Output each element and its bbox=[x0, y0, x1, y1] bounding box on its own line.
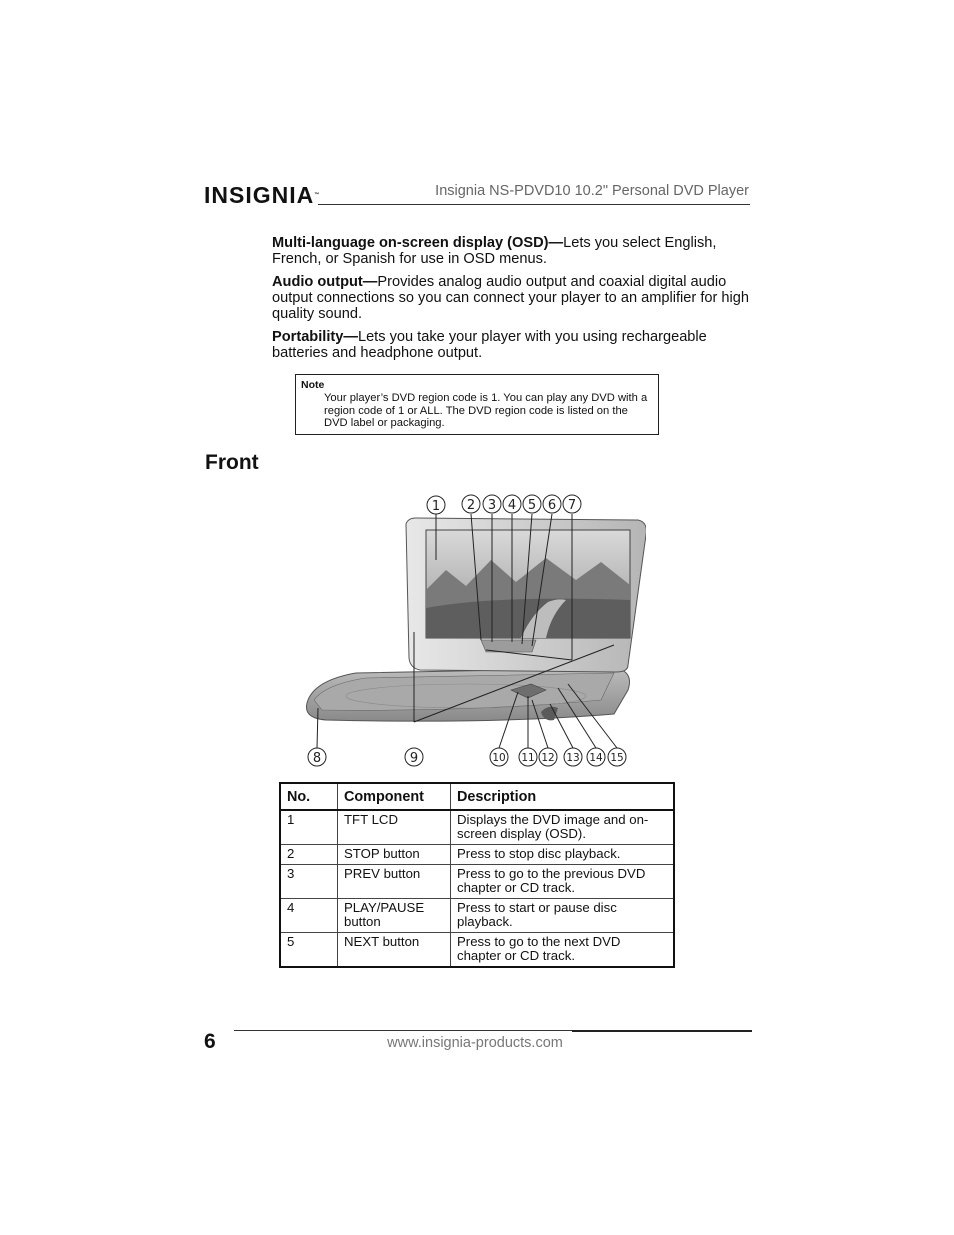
svg-text:4: 4 bbox=[507, 498, 517, 513]
cell-no: 4 bbox=[280, 899, 338, 933]
cell-component: NEXT button bbox=[338, 933, 451, 968]
brand-trademark: ™ bbox=[314, 192, 321, 198]
page-number: 6 bbox=[204, 1030, 216, 1053]
svg-text:3: 3 bbox=[487, 498, 497, 513]
header-no: No. bbox=[280, 783, 338, 810]
callout-6 bbox=[543, 495, 561, 513]
callout-2 bbox=[462, 495, 480, 513]
cell-component: PLAY/PAUSE button bbox=[338, 899, 451, 933]
feature-text: Lets you select English, French, or Spanish for use in OSD menus. bbox=[272, 235, 717, 267]
cell-description: Press to go to the next DVD chapter or CD track. bbox=[451, 933, 675, 968]
svg-text:9: 9 bbox=[409, 751, 419, 766]
cell-description: Press to go to the previous DVD chapter or CD track. bbox=[451, 865, 675, 899]
callout-1 bbox=[427, 496, 445, 514]
svg-text:8: 8 bbox=[312, 751, 322, 766]
footer-url: www.insignia-products.com bbox=[387, 1035, 563, 1051]
svg-text:15: 15 bbox=[610, 752, 624, 764]
header-description: Description bbox=[451, 783, 675, 810]
cell-description: Displays the DVD image and on-screen display (OSD). bbox=[451, 810, 675, 845]
svg-text:14: 14 bbox=[589, 752, 603, 764]
note-label: Note bbox=[301, 379, 325, 391]
cell-component: STOP button bbox=[338, 845, 451, 865]
header-component: Component bbox=[338, 783, 451, 810]
callout-8 bbox=[308, 748, 326, 766]
callout-14 bbox=[587, 748, 605, 766]
feature-paragraph bbox=[272, 235, 752, 267]
svg-text:6: 6 bbox=[547, 498, 557, 513]
table-row bbox=[280, 810, 674, 845]
note-box bbox=[295, 374, 659, 435]
components-table bbox=[279, 782, 675, 968]
note-text: Your player’s DVD region code is 1. You can play any DVD with a region code of 1 or ALL. The DVD region code is listed on the DVD label or packaging. bbox=[324, 392, 648, 429]
table-row bbox=[280, 865, 674, 899]
svg-text:13: 13 bbox=[566, 752, 580, 764]
callout-4 bbox=[503, 495, 521, 513]
feature-text: Lets you take your player with you using rechargeable batteries and headphone output. bbox=[272, 329, 707, 361]
callout-5 bbox=[523, 495, 541, 513]
svg-text:2: 2 bbox=[466, 498, 476, 513]
svg-text:1: 1 bbox=[431, 499, 441, 514]
svg-text:10: 10 bbox=[492, 752, 506, 764]
svg-text:5: 5 bbox=[527, 498, 537, 513]
cell-description: Press to stop disc playback. bbox=[451, 845, 675, 865]
callout-9 bbox=[405, 748, 423, 766]
cell-component: PREV button bbox=[338, 865, 451, 899]
footer-rule-accent bbox=[572, 1030, 752, 1032]
feature-text: Provides analog audio output and coaxial digital audio output connections so you can connect your player to an amplifier for high quality sound. bbox=[272, 274, 750, 322]
callout-7 bbox=[563, 495, 581, 513]
header-rule bbox=[318, 204, 750, 205]
header-title: Insignia NS-PDVD10 10.2" Personal DVD Player bbox=[435, 183, 749, 199]
callout-3 bbox=[483, 495, 501, 513]
feature-term: Multi-language on-screen display (OSD)— bbox=[272, 235, 564, 251]
table-row bbox=[280, 899, 674, 933]
cell-no: 2 bbox=[280, 845, 338, 865]
cell-no: 1 bbox=[280, 810, 338, 845]
section-heading: Front bbox=[205, 451, 259, 474]
cell-component: TFT LCD bbox=[338, 810, 451, 845]
callout-13 bbox=[564, 748, 582, 766]
svg-text:12: 12 bbox=[541, 752, 555, 764]
callout-12 bbox=[539, 748, 557, 766]
brand-logo bbox=[204, 180, 320, 210]
svg-text:7: 7 bbox=[567, 498, 577, 513]
cell-no: 3 bbox=[280, 865, 338, 899]
callout-11 bbox=[519, 748, 537, 766]
feature-term: Audio output— bbox=[272, 274, 378, 290]
feature-paragraph bbox=[272, 329, 752, 361]
table-row bbox=[280, 933, 674, 968]
svg-text:11: 11 bbox=[521, 752, 535, 764]
dvd-player-illustration bbox=[296, 490, 646, 772]
brand-name: INSIGNIA bbox=[204, 182, 315, 208]
cell-no: 5 bbox=[280, 933, 338, 968]
table-header-row bbox=[280, 783, 674, 810]
callout-10 bbox=[490, 748, 508, 766]
cell-description: Press to start or pause disc playback. bbox=[451, 899, 675, 933]
feature-paragraph bbox=[272, 274, 752, 322]
feature-term: Portability— bbox=[272, 329, 358, 345]
callout-15 bbox=[608, 748, 626, 766]
table-row bbox=[280, 845, 674, 865]
